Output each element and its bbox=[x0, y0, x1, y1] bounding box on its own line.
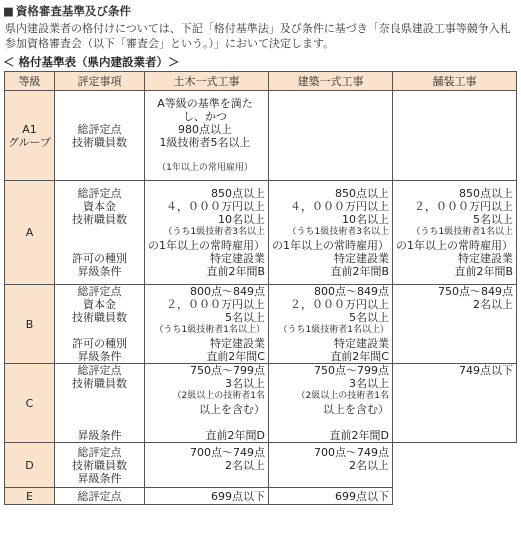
cell-line: 資本金 bbox=[83, 298, 116, 311]
cell-line: 700点～749点 bbox=[314, 445, 389, 459]
cell-line bbox=[55, 324, 144, 337]
grade-cell: C bbox=[5, 364, 55, 443]
cell-line: 総評定点 bbox=[77, 445, 122, 459]
cell-line: 2名以上 bbox=[473, 298, 513, 311]
cell-line: 699点以下 bbox=[211, 489, 265, 503]
grade-row bbox=[5, 91, 517, 181]
civil-cell bbox=[145, 488, 269, 505]
cell-line bbox=[145, 472, 265, 485]
cell-line bbox=[269, 416, 389, 429]
grading-criteria-table bbox=[4, 71, 517, 505]
cell-line: （1年以上の常用雇用） bbox=[157, 162, 253, 173]
paving-cell bbox=[393, 488, 517, 505]
table-title: ＜ 格付基準表（県内建設業者）＞ bbox=[3, 55, 180, 69]
paving-cell bbox=[393, 91, 517, 181]
cell-line: 850点以上 bbox=[335, 187, 389, 200]
cell-line bbox=[145, 149, 265, 162]
grade-cell: D bbox=[5, 443, 55, 488]
cell-line: 1級技術者5名以上 bbox=[159, 135, 251, 149]
grade-row bbox=[5, 443, 517, 488]
cell-line: 800点～849点 bbox=[190, 285, 265, 298]
header-grade: 等級 bbox=[5, 72, 55, 91]
cell-line: 直前2年間B bbox=[454, 265, 513, 278]
cell-line: ４，０００万円以上 bbox=[290, 200, 389, 213]
grade-row bbox=[5, 364, 517, 443]
cell-line: A等級の基準を満た bbox=[157, 96, 253, 110]
cell-line: （うち1級技術者3名以上 bbox=[163, 227, 265, 237]
building-cell bbox=[269, 181, 393, 285]
cell-line: 850点以上 bbox=[211, 187, 265, 200]
cell-line bbox=[393, 403, 513, 416]
header-building: 建築一式工事 bbox=[269, 72, 393, 91]
cell-line bbox=[55, 403, 144, 416]
cell-line: 10名以上 bbox=[342, 213, 389, 226]
header-civil: 土木一式工事 bbox=[145, 72, 269, 91]
civil-cell bbox=[145, 443, 269, 488]
grade-row bbox=[5, 181, 517, 285]
cell-line: の1年以上の常時雇用） bbox=[272, 239, 389, 252]
civil-cell bbox=[145, 91, 269, 181]
cell-line: （うち1級技術者1名以上） bbox=[278, 325, 389, 335]
cell-line: 技術職員数 bbox=[72, 458, 127, 472]
cell-line: 直前2年間D bbox=[205, 429, 265, 442]
cell-line bbox=[269, 472, 389, 485]
cell-line bbox=[55, 162, 144, 175]
cell-line: 直前2年間B bbox=[206, 265, 265, 278]
grade-cell: B bbox=[5, 285, 55, 364]
cell-line: 5名以上 bbox=[349, 311, 389, 324]
civil-cell bbox=[145, 364, 269, 443]
criteria-cell bbox=[55, 443, 145, 488]
grade-row bbox=[5, 488, 517, 505]
cell-line bbox=[55, 97, 144, 110]
cell-line: 750点～849点 bbox=[438, 285, 513, 298]
paving-cell bbox=[393, 285, 517, 364]
cell-line: 以上を含む） bbox=[323, 403, 389, 416]
grade-cell: A bbox=[5, 181, 55, 285]
criteria-cell bbox=[55, 488, 145, 505]
building-cell bbox=[269, 364, 393, 443]
cell-line: 昇級条件 bbox=[77, 429, 122, 442]
paving-cell bbox=[393, 443, 517, 488]
cell-line: （2級以上の技術者1名 bbox=[296, 391, 389, 401]
cell-line: の1年以上の常時雇用） bbox=[148, 239, 265, 252]
cell-line: 直前2年間C bbox=[206, 350, 265, 363]
cell-line: 昇級条件 bbox=[77, 471, 122, 485]
cell-line bbox=[55, 110, 144, 123]
grade-cell: A1 グループ bbox=[5, 91, 55, 181]
paving-cell bbox=[393, 181, 517, 285]
cell-line: 総評定点 bbox=[77, 364, 122, 377]
cell-line bbox=[393, 324, 513, 337]
cell-line bbox=[55, 416, 144, 429]
cell-line: 直前2年間B bbox=[330, 265, 389, 278]
cell-line: 3名以上 bbox=[225, 377, 265, 390]
section-title: 資格審査基準及び条件 bbox=[15, 4, 131, 18]
cell-line: 資本金 bbox=[83, 200, 116, 213]
cell-line: 総評定点 bbox=[77, 187, 122, 200]
cell-line: 昇級条件 bbox=[77, 350, 122, 363]
header-row bbox=[5, 72, 517, 91]
section-heading bbox=[3, 3, 131, 19]
cell-line: 特定建設業 bbox=[210, 337, 265, 350]
cell-line: 総評定点 bbox=[77, 122, 122, 136]
intro-paragraph: 県内建設業者の格付けについては、下記「格付基準法」及び条件に基づき「奈良県建設工事等競争入札参加資格審査会（以下「審査会」という。）」において決定します。 bbox=[5, 22, 511, 50]
cell-line: ２，０００万円以上 bbox=[414, 200, 513, 213]
cell-line bbox=[393, 429, 513, 442]
criteria-cell bbox=[55, 181, 145, 285]
building-cell bbox=[269, 285, 393, 364]
cell-line: 技術職員数 bbox=[72, 377, 127, 390]
cell-line: 昇級条件 bbox=[77, 265, 122, 278]
cell-line: 2名以上 bbox=[225, 458, 265, 472]
cell-line: の1年以上の常時雇用） bbox=[396, 239, 513, 252]
cell-line: 技術職員数 bbox=[72, 311, 127, 324]
cell-line bbox=[393, 311, 513, 324]
cell-line: 749点以下 bbox=[459, 364, 513, 377]
cell-line bbox=[55, 239, 144, 252]
cell-line: 技術職員数 bbox=[72, 135, 127, 149]
grade-row bbox=[5, 285, 517, 364]
building-cell bbox=[269, 91, 393, 181]
criteria-cell bbox=[55, 285, 145, 364]
cell-line bbox=[55, 390, 144, 403]
cell-line: 特定建設業 bbox=[334, 252, 389, 265]
cell-line: 980点以上 bbox=[178, 122, 232, 136]
building-cell bbox=[269, 443, 393, 488]
cell-line: 850点以上 bbox=[459, 187, 513, 200]
cell-line: 特定建設業 bbox=[458, 252, 513, 265]
cell-line: 5名以上 bbox=[225, 311, 265, 324]
cell-line: （うち1級技術者3名以上 bbox=[287, 227, 389, 237]
cell-line: ４，０００万円以上 bbox=[166, 200, 265, 213]
cell-line: 以上を含む） bbox=[199, 403, 265, 416]
cell-line: 699点以下 bbox=[335, 489, 389, 503]
cell-line bbox=[145, 416, 265, 429]
header-paving: 舗装工事 bbox=[393, 72, 517, 91]
cell-line: 800点～849点 bbox=[314, 285, 389, 298]
cell-line: 700点～749点 bbox=[190, 445, 265, 459]
cell-line: し、かつ bbox=[183, 109, 227, 123]
cell-line: 750点～799点 bbox=[190, 364, 265, 377]
civil-cell bbox=[145, 285, 269, 364]
cell-line: 総評定点 bbox=[77, 489, 122, 503]
cell-line: ２，０００万円以上 bbox=[166, 298, 265, 311]
cell-line bbox=[393, 390, 513, 403]
cell-line: 10名以上 bbox=[218, 213, 265, 226]
cell-line: ２，０００万円以上 bbox=[290, 298, 389, 311]
grade-cell: E bbox=[5, 488, 55, 505]
cell-line: 直前2年間C bbox=[330, 350, 389, 363]
header-criteria: 評定事項 bbox=[55, 72, 145, 91]
cell-line: 技術職員数 bbox=[72, 213, 127, 226]
cell-line bbox=[393, 350, 513, 363]
cell-line bbox=[393, 377, 513, 390]
square-bullet-icon: ■ bbox=[3, 4, 14, 18]
cell-line: 総評定点 bbox=[77, 285, 122, 298]
cell-line bbox=[393, 337, 513, 350]
cell-line: 直前2年間D bbox=[329, 429, 389, 442]
cell-line: （うち1級技術者1名以上 bbox=[411, 227, 513, 237]
cell-line: 許可の種別 bbox=[72, 252, 127, 265]
cell-line: 許可の種別 bbox=[72, 337, 127, 350]
cell-line bbox=[55, 149, 144, 162]
cell-line: 特定建設業 bbox=[334, 337, 389, 350]
building-cell bbox=[269, 488, 393, 505]
cell-line bbox=[55, 226, 144, 239]
cell-line bbox=[393, 416, 513, 429]
cell-line: （うち1級技術者1名以上） bbox=[154, 325, 265, 335]
cell-line: 750点～799点 bbox=[314, 364, 389, 377]
cell-line: 2名以上 bbox=[349, 458, 389, 472]
paving-cell bbox=[393, 364, 517, 443]
cell-line: 5名以上 bbox=[473, 213, 513, 226]
civil-cell bbox=[145, 181, 269, 285]
cell-line: 特定建設業 bbox=[210, 252, 265, 265]
cell-line: （2級以上の技術者1名 bbox=[172, 391, 265, 401]
criteria-cell bbox=[55, 364, 145, 443]
cell-line: 3名以上 bbox=[349, 377, 389, 390]
criteria-cell bbox=[55, 91, 145, 181]
